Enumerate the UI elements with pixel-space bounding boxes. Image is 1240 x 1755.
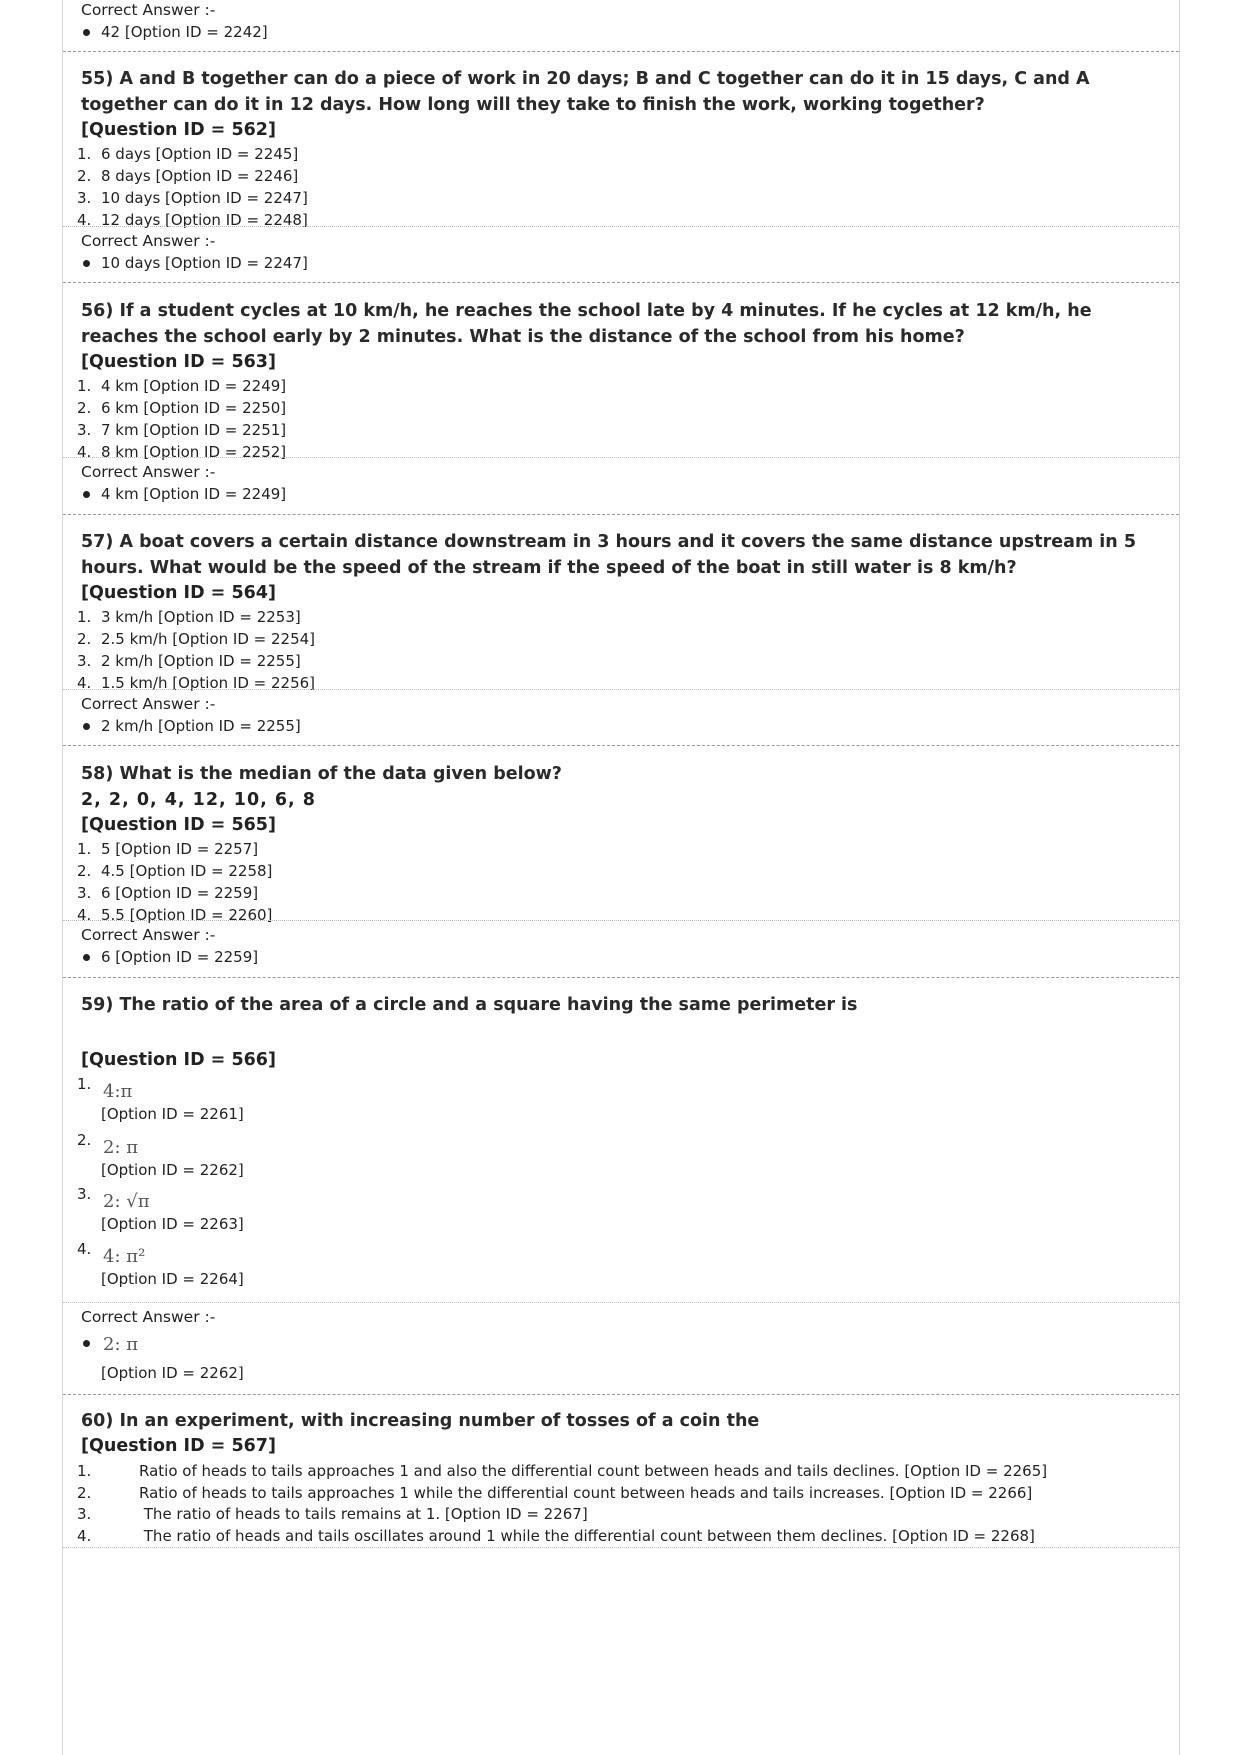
document-page [62, 0, 1180, 1755]
answer-item [81, 946, 1179, 968]
question-divider [63, 51, 1179, 52]
option-item: 4. 1.5 km/h [Option ID = 2256] [77, 674, 316, 692]
options-list [63, 1073, 1179, 1294]
option-item: 3. 10 days [Option ID = 2247] [77, 189, 308, 207]
answer-block-59 [63, 1306, 1179, 1392]
answer-divider [63, 226, 1179, 227]
option-item: 2. 4.5 [Option ID = 2258] [77, 862, 273, 880]
answer-item [81, 21, 1179, 43]
question-divider [63, 282, 1179, 283]
option-item: 4. The ratio of heads and tails oscillates around 1 while the differential count between them declines. [Option ID = 2268] [77, 1526, 1035, 1545]
option-item: 3. 6 [Option ID = 2259] [77, 884, 259, 902]
formula-image: 2: π [103, 1137, 139, 1158]
option-item: 1. 4:π [Option ID = 2261] [77, 1075, 244, 1123]
question-56 [63, 298, 1179, 463]
answer-label: Correct Answer :- [81, 232, 216, 250]
option-item: 2. 2.5 km/h [Option ID = 2254] [77, 630, 316, 648]
answer-block-57 [63, 693, 1179, 737]
answer-block-55 [63, 230, 1179, 274]
answer-block-54 [63, 0, 1179, 43]
option-item: 2. 2: π [Option ID = 2262] [77, 1131, 244, 1179]
answer-text: 4 km [Option ID = 2249] [101, 485, 287, 503]
question-id: [Question ID = 564] [81, 583, 276, 603]
question-59-body [63, 1048, 1179, 1073]
question-id: [Question ID = 565] [81, 815, 276, 835]
option-item: 1. Ratio of heads to tails approaches 1 and also the differential count between heads and tails declines. [Option ID = 2265] [77, 1462, 1048, 1480]
answer-divider [63, 1547, 1179, 1548]
option-item: 2. 8 days [Option ID = 2246] [77, 167, 299, 185]
answer-label: Correct Answer :- [81, 463, 216, 481]
option-item: 1. 3 km/h [Option ID = 2253] [77, 608, 301, 626]
question-55 [63, 66, 1179, 231]
question-id: [Question ID = 562] [81, 120, 276, 140]
question-text: 55) A and B together can do a piece of work in 20 days; B and C together can do it in 15 days, C and A together can do it in 12 days. How long will they take to finish the work, working together? [81, 69, 1090, 115]
question-divider [63, 514, 1179, 515]
options-list [63, 606, 1179, 694]
options-list [63, 375, 1179, 463]
option-item: 4. 12 days [Option ID = 2248] [77, 211, 308, 229]
option-item: 1. 5 [Option ID = 2257] [77, 840, 259, 858]
option-item: 3. The ratio of heads to tails remains at 1. [Option ID = 2267] [77, 1505, 588, 1523]
answer-item [81, 252, 1179, 274]
answer-text: 2 km/h [Option ID = 2255] [101, 717, 301, 735]
answer-item [81, 715, 1179, 737]
answer-block-58 [63, 924, 1179, 968]
formula-image: 2: √π [103, 1191, 150, 1212]
answer-label: Correct Answer :- [81, 1, 216, 19]
question-id: [Question ID = 566] [81, 1050, 276, 1070]
answer-label: Correct Answer :- [81, 1308, 216, 1326]
question-divider [63, 1394, 1179, 1395]
option-item: 4. 4: π² [Option ID = 2264] [77, 1240, 244, 1288]
question-57 [63, 529, 1179, 694]
question-58 [63, 761, 1179, 926]
question-divider [63, 745, 1179, 746]
option-item: 3. 7 km [Option ID = 2251] [77, 421, 287, 439]
answer-divider [63, 920, 1179, 921]
bullet-icon [83, 954, 90, 961]
option-item: 3. 2 km/h [Option ID = 2255] [77, 652, 301, 670]
option-item: 1. 6 days [Option ID = 2245] [77, 145, 299, 163]
answer-text: [Option ID = 2262] [101, 1364, 244, 1382]
formula-image: 4: π² [103, 1246, 146, 1267]
question-59 [63, 992, 1179, 1018]
question-60 [63, 1408, 1179, 1547]
question-text: 60) In an experiment, with increasing number of tosses of a coin the [81, 1411, 760, 1431]
answer-item [81, 1328, 1179, 1392]
answer-label: Correct Answer :- [81, 926, 216, 944]
question-data: 2, 2, 0, 4, 12, 10, 6, 8 [81, 790, 316, 810]
question-text: 57) A boat covers a certain distance downstream in 3 hours and it covers the same distance upstream in 5 hours. What would be the speed of the stream if the speed of the boat in still water is 8 km/h? [81, 532, 1137, 578]
answer-divider [63, 457, 1179, 458]
bullet-icon [83, 1340, 90, 1347]
option-item: 3. 2: √π [Option ID = 2263] [77, 1185, 244, 1233]
answer-text: 42 [Option ID = 2242] [101, 23, 268, 41]
answer-item [81, 483, 1179, 505]
options-list [63, 838, 1179, 926]
answer-divider [63, 1302, 1179, 1303]
answer-label: Correct Answer :- [81, 695, 216, 713]
question-text: 59) The ratio of the area of a circle and a square having the same perimeter is [81, 995, 858, 1015]
formula-image: 2: π [103, 1334, 139, 1355]
answer-text: 6 [Option ID = 2259] [101, 948, 259, 966]
question-id: [Question ID = 563] [81, 352, 276, 372]
option-item: 2. 6 km [Option ID = 2250] [77, 399, 287, 417]
option-item: 2. Ratio of heads to tails approaches 1 while the differential count between heads and tails increases. [Option ID = 2266] [77, 1483, 1033, 1502]
answer-divider [63, 689, 1179, 690]
bullet-icon [83, 491, 90, 498]
answer-block-56 [63, 461, 1179, 505]
question-id: [Question ID = 567] [81, 1436, 276, 1456]
bullet-icon [83, 260, 90, 267]
question-divider [63, 977, 1179, 978]
option-item: 1. 4 km [Option ID = 2249] [77, 377, 287, 395]
question-text: 56) If a student cycles at 10 km/h, he reaches the school late by 4 minutes. If he cycles at 12 km/h, he reaches the school early by 2 minutes. What is the distance of the school from his home? [81, 301, 1092, 347]
formula-image: 4:π [103, 1081, 133, 1102]
answer-text: 10 days [Option ID = 2247] [101, 254, 308, 272]
question-text: 58) What is the median of the data given below? [81, 764, 562, 784]
bullet-icon [83, 29, 90, 36]
option-item: 4. 5.5 [Option ID = 2260] [77, 906, 273, 924]
options-list [63, 1459, 1179, 1547]
option-item: 4. 8 km [Option ID = 2252] [77, 443, 287, 461]
bullet-icon [83, 723, 90, 730]
options-list [63, 143, 1179, 231]
